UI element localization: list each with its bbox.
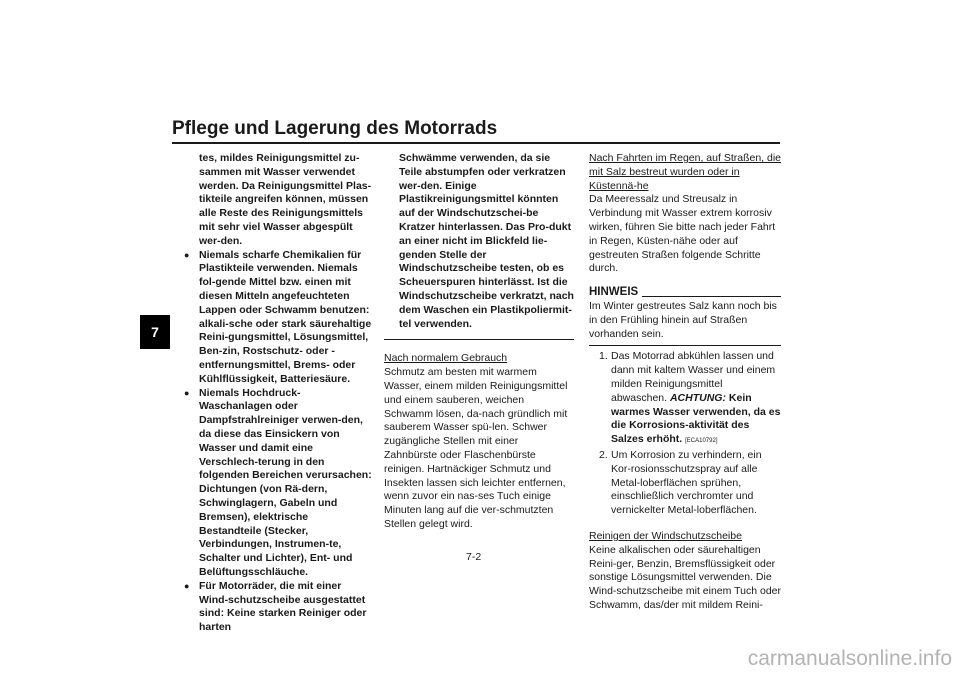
step-item [599,350,781,449]
notice-separator [589,345,781,346]
page-number: 7-2 [466,551,482,563]
section-body: Keine alkalischen oder säurehaltigen Reini-ger, Benzin, Bremsflüssigkeit oder sonstige Lösungsmittel verwenden. Die Wind-schutzscheibe mit einem Tuch oder Schwamm, das/der mit mildem Reini- [589,543,781,611]
page-title: Pflege und Lagerung des Motorrads [172,118,498,139]
column-2 [384,152,574,542]
caution-code: [ECA10792] [685,438,718,445]
column-3 [589,152,781,613]
step-text: Das Motorrad abkühlen lassen und dann mit kaltem Wasser und einem milden Reinigungsmittel abwaschen. [611,350,776,404]
chapter-tab: 7 [140,315,170,349]
warning-bullet: ● Niemals Hochdruck-Waschanlagen oder Dampfstrahlreiniger verwen-den, da diese das Einsickern von Wasser und damit eine Verschlech-terung in den folgenden Bereichen verursachen: Dichtungen (von Rä-dern, Schwinglagern, Gabeln und Bremsen), elektrische Bestandteile (Stecker, Verbindungen, Instrumen-te, Schalter und Lichter), Ent- und Belüftungsschläuche. [184,387,372,580]
step-item [599,449,781,518]
notice-title: HINWEIS [589,286,639,299]
warning-continuation: tes, mildes Reinigungsmittel zu-sammen mit Wasser verwendet werden. Da Reinigungsmittel Plas-tikteile angreifen können, müssen alle Reste des Reinigungsmittels mit sehr viel Wasser abgespült wer-den. [199,152,372,247]
section-subheading: Nach Fahrten im Regen, auf Straßen, die mit Salz bestreut wurden oder in Küstennä-he [589,152,782,192]
step-list [599,350,781,518]
warning-box-end [384,152,574,340]
caution-label: ACHTUNG: [669,391,726,404]
caution-text: Kein warmes Wasser verwenden, da es die Korrosions-aktivität des Salzes erhöht. [611,391,781,446]
step-text: Um Korrosion zu verhindern, ein Kor-rosionsschutzspray auf alle Metal-loberflächen sprühen, einschließlich verchromter und vernickelter Metal-loberflächen. [611,448,762,517]
notice-heading [589,286,781,300]
step-number: 1. [599,350,608,363]
section-body: Schmutz am besten mit warmem Wasser, einem milden Reinigungsmittel und einem sauberen, weichen Schwamm lösen, da-nach gründlich mit sauberem Wasser spü-len. Schwer zugängliche Stellen mit einer Zahnbürste oder Flaschenbürste reinigen. Hartnäckiger Schmutz und Insekten lassen sich leichter entfernen, wenn zuvor ein nas-ses Tuch einige Minuten lang auf die ver-schmutzten Stellen gelegt wird. [384,366,568,530]
header-rule [172,142,780,144]
warning-bullet: ● Für Motorräder, die mit einer Wind-schutzscheibe ausgestattet sind: Keine starken Reiniger oder harten [184,580,372,635]
warning-continuation: Schwämme verwenden, da sie Teile abstumpfen oder verkratzen wer-den. Einige Plastikreinigungsmittel könnten auf der Windschutzschei-be Kratzer hinterlassen. Das Pro-dukt an einer nicht im Blickfeld lie-genden Stelle der Windschutzscheibe testen, ob es Scheuerspuren hinterlässt. Ist die Windschutzscheibe verkratzt, nach dem Waschen ein Plastikpoliermit-tel verwenden. [399,152,574,330]
notice-text: Im Winter gestreutes Salz kann noch bis in den Frühling hinein auf Straßen vorhanden sein. [589,299,777,340]
section-body: Da Meeressalz und Streusalz in Verbindung mit Wasser extrem korrosiv wirken, führen Sie bitte nach jeder Fahrt in Regen, Küsten-nähe oder auf gestreuten Straßen folgende Schritte durch. [589,193,776,275]
warning-bullet: ● Niemals scharfe Chemikalien für Plastikteile verwenden. Niemals fol-gende Mittel bzw. einen mit diesen Mitteln angefeuchteten Lappen oder Schwamm benutzen: alkali-sche oder stark säurehaltige Reini-gungsmittel, Lösungsmittel, Ben-zin, Rostschutz- oder -entfernungsmittel, Brems- oder Kühlflüssigkeit, Batteriesäure. [184,249,372,387]
section-subheading: Reinigen der Windschutzscheibe [589,529,742,542]
section-subheading: Nach normalem Gebrauch [384,352,508,365]
notice-rule [642,296,781,297]
watermark: carmanualsonline.info [747,647,952,670]
column-1 [184,152,372,635]
step-number: 2. [599,448,608,461]
